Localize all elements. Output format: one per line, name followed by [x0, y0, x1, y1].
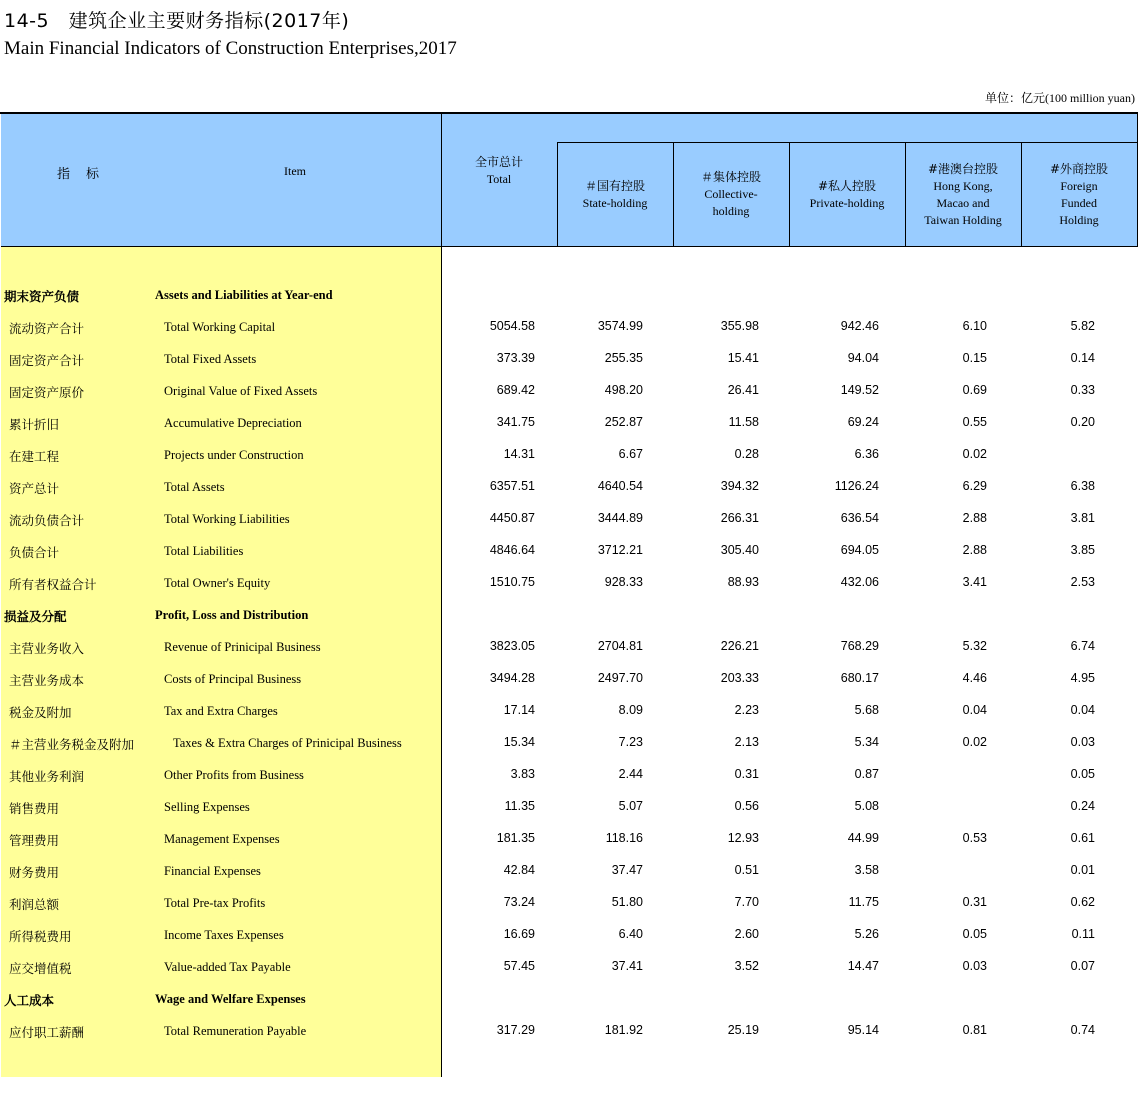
table-cell: 5054.58: [489, 319, 535, 333]
table-cell: 2.88: [962, 511, 987, 525]
table-cell: 25.19: [727, 1023, 759, 1037]
column-header: [790, 143, 904, 246]
table-cell: 11.75: [848, 895, 879, 909]
column-header: [906, 143, 1020, 246]
table-cell: 5.82: [1070, 319, 1095, 333]
table-row: [0, 959, 1138, 979]
table-cell: 0.33: [1070, 383, 1095, 397]
row-label-cn: 主营业务成本: [9, 673, 85, 688]
row-label-cn: 固定资产合计: [9, 353, 85, 368]
table-cell: 0.24: [1070, 799, 1095, 813]
column-header-cn: #外商控股: [1049, 161, 1109, 176]
row-label-en: Accumulative Depreciation: [164, 416, 302, 430]
table-row: [0, 543, 1138, 563]
table-cell: 5.26: [854, 927, 879, 941]
table-cell: 4450.87: [489, 511, 535, 525]
row-label-cn: 所得税费用: [9, 929, 72, 944]
row-label-cn: 利润总额: [9, 897, 60, 912]
row-label-cn: 期末资产负债: [4, 289, 80, 304]
table-cell: 3494.28: [489, 671, 535, 685]
table-cell: 7.23: [618, 735, 643, 749]
table-cell: 15.34: [503, 735, 535, 749]
column-header: [1022, 143, 1136, 246]
row-label-en: Total Owner's Equity: [164, 576, 271, 590]
table-cell: 11.35: [504, 799, 535, 813]
row-label-en: Projects under Construction: [164, 448, 304, 462]
row-label-cn: 流动负债合计: [9, 513, 85, 528]
row-label-en: Revenue of Prinicipal Business: [164, 640, 321, 654]
table-cell: 37.41: [611, 959, 643, 973]
column-header-cn: ＃集体控股: [700, 170, 761, 184]
table-cell: 17.14: [503, 703, 535, 717]
table-cell: 0.53: [962, 831, 987, 845]
table-cell: 0.14: [1070, 351, 1095, 365]
row-label-cn: 流动资产合计: [9, 321, 85, 336]
table-cell: 7.70: [734, 895, 759, 909]
table-cell: 42.84: [503, 863, 535, 877]
table-cell: 394.32: [720, 479, 759, 493]
table-cell: 2.60: [734, 927, 759, 941]
table-cell: 6.29: [962, 479, 987, 493]
table-cell: 0.61: [1070, 831, 1095, 845]
header-item-en: Item: [284, 164, 306, 178]
row-label-cn: 管理费用: [9, 833, 60, 848]
table-cell: 373.39: [496, 351, 535, 365]
table-row: [0, 575, 1138, 595]
table-cell: 0.05: [962, 927, 987, 941]
unit-label-cn: 单位：亿元: [984, 91, 1045, 105]
table-cell: 0.51: [734, 863, 759, 877]
row-label-en: Profit, Loss and Distribution: [155, 608, 309, 622]
table-cell: 16.69: [503, 927, 535, 941]
table-cell: 69.24: [847, 415, 879, 429]
table-cell: 0.07: [1070, 959, 1095, 973]
section-row: [0, 991, 1138, 1011]
row-label-en: Total Working Capital: [164, 320, 276, 334]
table-cell: 355.98: [720, 319, 759, 333]
table-cell: 88.93: [727, 575, 759, 589]
row-label-cn: 人工成本: [4, 993, 55, 1008]
table-cell: 2.23: [734, 703, 759, 717]
table-cell: 6.40: [618, 927, 643, 941]
row-label-cn: 税金及附加: [9, 705, 72, 720]
unit-label: [985, 89, 1135, 106]
table-cell: 51.80: [611, 895, 643, 909]
table-cell: 3.81: [1070, 511, 1095, 525]
row-label-cn: 其他业务利润: [9, 769, 85, 784]
table-cell: 3.58: [854, 863, 879, 877]
table-cell: 0.01: [1070, 863, 1095, 877]
table-cell: 5.08: [854, 799, 879, 813]
table-cell: 0.03: [962, 959, 987, 973]
table-cell: 2.13: [734, 735, 759, 749]
table-cell: 6357.51: [489, 479, 535, 493]
row-label-cn: 累计折旧: [9, 417, 60, 432]
table-cell: 3712.21: [597, 543, 643, 557]
row-label-cn: 所有者权益合计: [9, 577, 97, 592]
column-header-cn: ＃国有控股: [584, 178, 645, 193]
table-row: [0, 671, 1138, 691]
row-label-en: Total Fixed Assets: [164, 352, 257, 366]
table-cell: 3.41: [962, 575, 987, 589]
table-cell: 252.87: [604, 415, 643, 429]
table-row: [0, 735, 1138, 755]
table-row: [0, 415, 1138, 435]
table-cell: 94.04: [847, 351, 879, 365]
row-label-en: Value-added Tax Payable: [164, 960, 291, 974]
row-label-en: Management Expenses: [164, 832, 280, 846]
page-title-en: Main Financial Indicators of Construction Enterprises,2017: [4, 38, 457, 59]
table-cell: 15.41: [727, 351, 759, 365]
table-cell: 0.69: [962, 383, 987, 397]
row-label-cn: 资产总计: [9, 481, 60, 496]
row-label-en: Total Remuneration Payable: [164, 1024, 307, 1038]
table-cell: 3.85: [1070, 543, 1095, 557]
table-cell: 0.87: [854, 767, 879, 781]
table-cell: 118.16: [605, 831, 643, 845]
table-cell: 73.24: [503, 895, 535, 909]
table-cell: 6.10: [962, 319, 987, 333]
column-header-en: Holding: [1059, 212, 1099, 227]
table-cell: 57.45: [503, 959, 535, 973]
column-header-en: Taiwan Holding: [924, 212, 1002, 227]
table-cell: 3.83: [510, 767, 535, 781]
table-cell: 1510.75: [489, 575, 535, 589]
table-cell: 928.33: [604, 575, 643, 589]
table-row: [0, 479, 1138, 499]
table-cell: 266.31: [720, 511, 759, 525]
row-label-en: Wage and Welfare Expenses: [155, 992, 306, 1006]
table-cell: 0.62: [1070, 895, 1095, 909]
table-row: [0, 863, 1138, 883]
table-cell: 432.06: [840, 575, 879, 589]
table-cell: 2704.81: [597, 639, 643, 653]
table-cell: 305.40: [720, 543, 759, 557]
table-cell: 0.02: [962, 735, 987, 749]
table-cell: 0.11: [1071, 927, 1095, 941]
table-cell: 181.35: [496, 831, 535, 845]
row-label-cn: 固定资产原价: [9, 385, 85, 400]
table-cell: 0.04: [1070, 703, 1095, 717]
table-row: [0, 447, 1138, 467]
section-row: [0, 287, 1138, 307]
table-row: [0, 927, 1138, 947]
row-label-en: Costs of Principal Business: [164, 672, 302, 686]
table-cell: 4846.64: [489, 543, 535, 557]
column-header-en: Collective-: [704, 187, 758, 201]
table-cell: 11.58: [728, 415, 759, 429]
table-row: [0, 703, 1138, 723]
table-cell: 2.88: [962, 543, 987, 557]
table-cell: 5.07: [618, 799, 643, 813]
table-cell: 14.47: [847, 959, 879, 973]
table-cell: 498.20: [604, 383, 643, 397]
table-cell: 694.05: [840, 543, 879, 557]
table-cell: 6.74: [1070, 639, 1095, 653]
row-label-en: Other Profits from Business: [164, 768, 304, 782]
table-cell: 5.32: [962, 639, 987, 653]
table-cell: 0.04: [962, 703, 987, 717]
table-cell: 2.44: [618, 767, 643, 781]
column-header-en: holding: [712, 204, 750, 218]
column-header: [674, 143, 788, 246]
table-cell: 0.15: [962, 351, 987, 365]
row-label-en: Total Liabilities: [164, 544, 244, 558]
table-cell: 0.28: [734, 447, 759, 461]
table-cell: 4.95: [1070, 671, 1095, 685]
table-cell: 0.56: [734, 799, 759, 813]
row-label-en: Total Pre-tax Profits: [164, 896, 266, 910]
column-header-en: Foreign: [1060, 178, 1098, 193]
table-cell: 12.93: [727, 831, 759, 845]
table-cell: 149.52: [840, 383, 879, 397]
row-label-en: Tax and Extra Charges: [164, 704, 278, 718]
table-row: [0, 351, 1138, 371]
header-indicator-cn: 指标: [57, 167, 116, 182]
row-label-cn: 销售费用: [9, 801, 60, 816]
table-cell: 14.31: [503, 447, 535, 461]
table-cell: 680.17: [840, 671, 879, 685]
page-title-cn: 14-5 建筑企业主要财务指标(2017年): [4, 10, 350, 32]
table-cell: 636.54: [840, 511, 879, 525]
column-header-en: State-holding: [582, 195, 648, 210]
table-cell: 6.67: [618, 447, 643, 461]
row-label-cn: 应交增值税: [9, 961, 72, 976]
table-cell: 8.09: [618, 703, 643, 717]
table-row: [0, 319, 1138, 339]
table-row: [0, 831, 1138, 851]
table-cell: 6.36: [854, 447, 879, 461]
table-cell: 4.46: [962, 671, 987, 685]
table-cell: 0.74: [1070, 1023, 1095, 1037]
table-cell: 5.68: [854, 703, 879, 717]
row-label-cn: 应付职工薪酬: [9, 1025, 85, 1040]
table-cell: 1126.24: [834, 479, 879, 493]
table-cell: 26.41: [727, 383, 759, 397]
table-row: [0, 383, 1138, 403]
column-header-cn: 全市总计: [474, 155, 523, 169]
row-label-en: Taxes & Extra Charges of Prinicipal Business: [173, 736, 402, 750]
table-cell: 181.92: [604, 1023, 643, 1037]
column-header-en: Funded: [1061, 195, 1097, 210]
table-cell: 341.75: [496, 415, 535, 429]
column-header-en: Private-holding: [809, 195, 885, 210]
table-cell: 5.34: [854, 735, 879, 749]
table-row: [0, 639, 1138, 659]
row-label-cn: 在建工程: [9, 449, 60, 464]
table-cell: 942.46: [840, 319, 879, 333]
table-cell: 226.21: [720, 639, 759, 653]
column-header-en: Macao and: [936, 195, 990, 210]
table-row: [0, 799, 1138, 819]
section-row: [0, 607, 1138, 627]
table-cell: 2.53: [1070, 575, 1095, 589]
row-label-en: Total Assets: [164, 480, 225, 494]
table-cell: 317.29: [496, 1023, 535, 1037]
row-label-cn: 损益及分配: [4, 609, 67, 624]
row-label-en: Selling Expenses: [164, 800, 250, 814]
table-cell: 2497.70: [597, 671, 643, 685]
table-cell: 3444.89: [597, 511, 643, 525]
row-label-en: Income Taxes Expenses: [164, 928, 284, 942]
table-cell: 95.14: [847, 1023, 879, 1037]
table-cell: 689.42: [496, 383, 535, 397]
table-cell: 203.33: [720, 671, 759, 685]
table-cell: 3823.05: [489, 639, 535, 653]
row-label-en: Assets and Liabilities at Year-end: [155, 288, 333, 302]
table-cell: 255.35: [604, 351, 643, 365]
table-cell: 0.02: [962, 447, 987, 461]
table-cell: 768.29: [840, 639, 879, 653]
row-stub-column: [1, 247, 441, 1077]
table-row: [0, 1023, 1138, 1043]
row-label-cn: ＃主营业务税金及附加: [9, 737, 135, 752]
table-row: [0, 895, 1138, 915]
table-row: [0, 767, 1138, 787]
column-header-en: Hong Kong,: [933, 178, 993, 193]
table-cell: 0.20: [1070, 415, 1095, 429]
column-header: [442, 146, 556, 196]
table-cell: 44.99: [847, 831, 879, 845]
unit-label-en: (100 million yuan): [1045, 91, 1135, 105]
table-cell: 0.05: [1070, 767, 1095, 781]
table-cell: 4640.54: [597, 479, 643, 493]
table-cell: 0.31: [962, 895, 987, 909]
table-cell: 0.31: [734, 767, 759, 781]
table-cell: 37.47: [611, 863, 643, 877]
row-label-en: Original Value of Fixed Assets: [164, 384, 318, 398]
column-header-cn: #港澳台控股: [927, 161, 999, 176]
table-cell: 3.52: [734, 959, 759, 973]
table-cell: 6.38: [1070, 479, 1095, 493]
table-row: [0, 511, 1138, 531]
column-header-en: Total: [486, 172, 512, 186]
row-label-en: Total Working Liabilities: [164, 512, 290, 526]
column-header: [558, 143, 672, 246]
row-label-cn: 负债合计: [9, 545, 60, 560]
row-label-cn: 主营业务收入: [9, 641, 85, 656]
table-cell: 3574.99: [597, 319, 643, 333]
column-header-cn: #私人控股: [817, 178, 877, 193]
table-cell: 0.03: [1070, 735, 1095, 749]
row-label-en: Financial Expenses: [164, 864, 261, 878]
table-cell: 0.81: [962, 1023, 987, 1037]
table-cell: 0.55: [962, 415, 987, 429]
row-label-cn: 财务费用: [9, 865, 60, 880]
